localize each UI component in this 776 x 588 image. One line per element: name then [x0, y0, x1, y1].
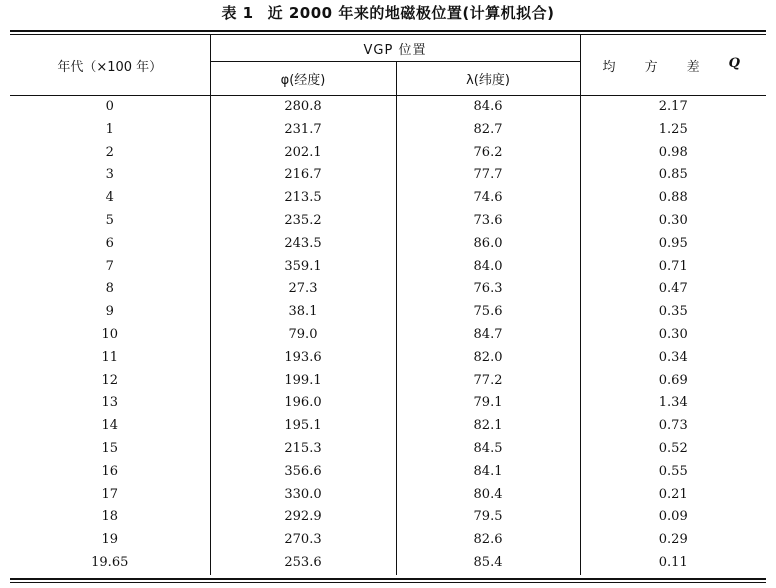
table-row — [10, 506, 766, 529]
table-row — [10, 278, 766, 301]
cell-variance: 0.11 — [658, 554, 688, 570]
table-row — [10, 529, 766, 552]
cell-longitude: 330.0 — [210, 484, 396, 507]
cell-year: 14 — [10, 415, 210, 438]
cell-year: 4 — [10, 187, 210, 210]
cell-latitude: 82.1 — [396, 415, 580, 438]
cell-latitude: 75.6 — [396, 301, 580, 324]
table-row — [10, 142, 766, 165]
table-row — [10, 324, 766, 347]
cell-longitude: 270.3 — [210, 529, 396, 552]
cell-variance: 0.34 — [658, 349, 688, 365]
table-row — [10, 187, 766, 210]
cell-longitude: 253.6 — [210, 552, 396, 575]
table-row — [10, 484, 766, 507]
cell-variance: 2.17 — [658, 99, 688, 114]
header-variance-char-1: 均 — [602, 59, 616, 75]
cell-longitude: 215.3 — [210, 438, 396, 461]
cell-variance: 0.88 — [658, 190, 688, 206]
table-number: 表 1 — [221, 4, 254, 22]
table-row — [10, 552, 766, 575]
cell-longitude: 195.1 — [210, 415, 396, 438]
table-row — [10, 392, 766, 415]
table-caption: 近 2000 年来的地磁极位置(计算机拟合) — [267, 4, 555, 22]
cell-year: 2 — [10, 142, 210, 165]
top-rule — [10, 30, 766, 32]
table-row — [10, 370, 766, 393]
cell-year: 8 — [10, 278, 210, 301]
cell-year: 7 — [10, 256, 210, 279]
geomagnetic-pole-table — [10, 35, 766, 575]
cell-variance: 0.29 — [658, 532, 688, 548]
cell-latitude: 74.6 — [396, 187, 580, 210]
cell-year: 16 — [10, 461, 210, 484]
cell-latitude: 84.0 — [396, 256, 580, 279]
cell-latitude: 82.6 — [396, 529, 580, 552]
cell-longitude: 216.7 — [210, 164, 396, 187]
header-variance-char-3: 差 — [686, 59, 700, 75]
bottom-rule-thin — [10, 582, 766, 583]
cell-year: 10 — [10, 324, 210, 347]
cell-variance: 0.52 — [658, 440, 688, 456]
cell-year: 19.65 — [10, 552, 210, 575]
cell-variance: 0.98 — [658, 144, 688, 160]
table-title — [0, 2, 776, 23]
header-latitude: λ(纬度) — [396, 62, 580, 96]
cell-longitude: 202.1 — [210, 142, 396, 165]
cell-variance: 0.69 — [658, 372, 688, 388]
cell-variance: 0.71 — [658, 258, 688, 274]
cell-year: 15 — [10, 438, 210, 461]
cell-latitude: 82.0 — [396, 347, 580, 370]
table-row — [10, 301, 766, 324]
header-year: 年代（×100 年） — [10, 35, 210, 96]
cell-latitude: 85.4 — [396, 552, 580, 575]
table-row — [10, 415, 766, 438]
cell-variance: 0.95 — [658, 235, 688, 251]
cell-longitude: 27.3 — [210, 278, 396, 301]
cell-latitude: 77.7 — [396, 164, 580, 187]
cell-latitude: 84.6 — [396, 96, 580, 119]
cell-year: 6 — [10, 233, 210, 256]
cell-variance: 0.30 — [658, 326, 688, 342]
cell-year: 9 — [10, 301, 210, 324]
cell-variance: 0.85 — [658, 167, 688, 183]
cell-latitude: 73.6 — [396, 210, 580, 233]
cell-year: 0 — [10, 96, 210, 119]
cell-latitude: 76.3 — [396, 278, 580, 301]
cell-year: 3 — [10, 164, 210, 187]
cell-variance: 0.30 — [658, 212, 688, 228]
cell-latitude: 79.5 — [396, 506, 580, 529]
cell-year: 11 — [10, 347, 210, 370]
table-row — [10, 233, 766, 256]
cell-year: 13 — [10, 392, 210, 415]
cell-latitude: 76.2 — [396, 142, 580, 165]
header-longitude: φ(经度) — [210, 62, 396, 96]
cell-variance: 1.34 — [658, 395, 688, 411]
bottom-rule — [10, 578, 766, 580]
table-row — [10, 438, 766, 461]
cell-longitude: 359.1 — [210, 256, 396, 279]
cell-latitude: 86.0 — [396, 233, 580, 256]
cell-variance: 0.55 — [658, 463, 688, 479]
cell-year: 1 — [10, 119, 210, 142]
cell-longitude: 193.6 — [210, 347, 396, 370]
cell-variance: 0.21 — [658, 486, 688, 502]
cell-longitude: 213.5 — [210, 187, 396, 210]
header-variance-symbol: Q — [728, 55, 740, 71]
cell-variance: 0.35 — [658, 304, 688, 320]
table-row — [10, 461, 766, 484]
cell-variance: 0.73 — [658, 418, 688, 434]
cell-longitude: 292.9 — [210, 506, 396, 529]
table-row — [10, 347, 766, 370]
cell-year: 19 — [10, 529, 210, 552]
table-row — [10, 210, 766, 233]
cell-year: 12 — [10, 370, 210, 393]
cell-longitude: 231.7 — [210, 119, 396, 142]
cell-latitude: 79.1 — [396, 392, 580, 415]
cell-longitude: 243.5 — [210, 233, 396, 256]
cell-latitude: 84.7 — [396, 324, 580, 347]
header-vgp: VGP 位置 — [210, 35, 580, 62]
cell-latitude: 84.5 — [396, 438, 580, 461]
cell-variance: 0.47 — [658, 281, 688, 297]
table-row — [10, 164, 766, 187]
table-row — [10, 119, 766, 142]
table-row — [10, 96, 766, 119]
cell-longitude: 79.0 — [210, 324, 396, 347]
cell-year: 18 — [10, 506, 210, 529]
cell-year: 5 — [10, 210, 210, 233]
cell-longitude: 280.8 — [210, 96, 396, 119]
header-variance — [580, 35, 766, 96]
cell-longitude: 38.1 — [210, 301, 396, 324]
table-row — [10, 256, 766, 279]
cell-latitude: 80.4 — [396, 484, 580, 507]
cell-longitude: 199.1 — [210, 370, 396, 393]
cell-latitude: 82.7 — [396, 119, 580, 142]
cell-longitude: 196.0 — [210, 392, 396, 415]
table-body — [10, 96, 766, 575]
cell-variance: 0.09 — [658, 509, 688, 525]
cell-year: 17 — [10, 484, 210, 507]
cell-latitude: 77.2 — [396, 370, 580, 393]
cell-longitude: 356.6 — [210, 461, 396, 484]
cell-variance: 1.25 — [658, 121, 688, 137]
cell-longitude: 235.2 — [210, 210, 396, 233]
header-variance-char-2: 方 — [644, 59, 658, 75]
cell-latitude: 84.1 — [396, 461, 580, 484]
